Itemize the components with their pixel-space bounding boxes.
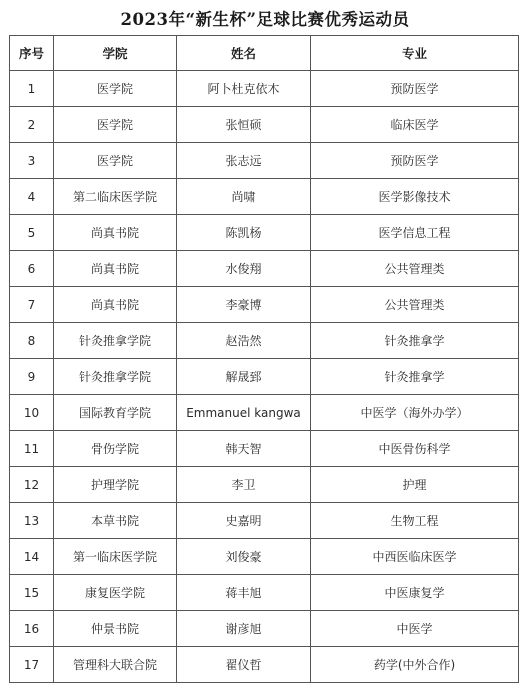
cell-index: 3	[10, 143, 54, 179]
cell-major: 药学(中外合作)	[311, 647, 519, 683]
table-row	[10, 251, 519, 287]
table-row	[10, 431, 519, 467]
cell-college: 护理学院	[54, 467, 177, 503]
cell-major: 预防医学	[311, 143, 519, 179]
cell-name: 史嘉明	[177, 503, 311, 539]
cell-name: 谢彦旭	[177, 611, 311, 647]
table-row	[10, 71, 519, 107]
table-row	[10, 215, 519, 251]
cell-college: 医学院	[54, 71, 177, 107]
cell-index: 11	[10, 431, 54, 467]
cell-college: 国际教育学院	[54, 395, 177, 431]
cell-name: Emmanuel kangwa	[177, 395, 311, 431]
cell-major: 医学影像技术	[311, 179, 519, 215]
cell-index: 10	[10, 395, 54, 431]
cell-index: 13	[10, 503, 54, 539]
header-name: 姓名	[177, 36, 311, 71]
cell-major: 中西医临床医学	[311, 539, 519, 575]
cell-index: 4	[10, 179, 54, 215]
cell-index: 9	[10, 359, 54, 395]
table-row	[10, 143, 519, 179]
cell-college: 针灸推拿学院	[54, 323, 177, 359]
cell-college: 尚真书院	[54, 215, 177, 251]
cell-name: 陈凯杨	[177, 215, 311, 251]
cell-major: 中医学	[311, 611, 519, 647]
cell-name: 李豪博	[177, 287, 311, 323]
cell-major: 医学信息工程	[311, 215, 519, 251]
table-row	[10, 395, 519, 431]
document-title: 2023年“新生杯”足球比赛优秀运动员	[120, 10, 410, 29]
cell-major: 生物工程	[311, 503, 519, 539]
table-row	[10, 611, 519, 647]
table-row	[10, 323, 519, 359]
athlete-table	[9, 35, 519, 683]
cell-index: 1	[10, 71, 54, 107]
table-row	[10, 647, 519, 683]
cell-name: 翟仪哲	[177, 647, 311, 683]
cell-college: 尚真书院	[54, 251, 177, 287]
cell-major: 护理	[311, 467, 519, 503]
cell-major: 针灸推拿学	[311, 323, 519, 359]
cell-index: 6	[10, 251, 54, 287]
cell-name: 韩天智	[177, 431, 311, 467]
cell-name: 解晟郅	[177, 359, 311, 395]
table-row	[10, 575, 519, 611]
cell-major: 中医学（海外办学）	[311, 395, 519, 431]
cell-college: 仲景书院	[54, 611, 177, 647]
cell-index: 5	[10, 215, 54, 251]
cell-college: 医学院	[54, 107, 177, 143]
cell-college: 第二临床医学院	[54, 179, 177, 215]
cell-name: 张志远	[177, 143, 311, 179]
table-header-row	[10, 36, 519, 71]
cell-index: 12	[10, 467, 54, 503]
cell-major: 公共管理类	[311, 251, 519, 287]
cell-major: 公共管理类	[311, 287, 519, 323]
cell-name: 李卫	[177, 467, 311, 503]
cell-college: 管理科大联合院	[54, 647, 177, 683]
cell-index: 2	[10, 107, 54, 143]
cell-college: 医学院	[54, 143, 177, 179]
header-college: 学院	[54, 36, 177, 71]
table-row	[10, 179, 519, 215]
cell-college: 针灸推拿学院	[54, 359, 177, 395]
cell-major: 针灸推拿学	[311, 359, 519, 395]
cell-name: 阿卜杜克依木	[177, 71, 311, 107]
cell-college: 本草书院	[54, 503, 177, 539]
cell-college: 尚真书院	[54, 287, 177, 323]
cell-name: 尚啸	[177, 179, 311, 215]
cell-name: 赵浩然	[177, 323, 311, 359]
table-row	[10, 107, 519, 143]
cell-index: 7	[10, 287, 54, 323]
cell-name: 刘俊豪	[177, 539, 311, 575]
header-index: 序号	[10, 36, 54, 71]
table-row	[10, 467, 519, 503]
cell-index: 17	[10, 647, 54, 683]
cell-college: 第一临床医学院	[54, 539, 177, 575]
cell-college: 康复医学院	[54, 575, 177, 611]
cell-major: 中医骨伤科学	[311, 431, 519, 467]
cell-index: 16	[10, 611, 54, 647]
cell-index: 14	[10, 539, 54, 575]
cell-index: 15	[10, 575, 54, 611]
cell-index: 8	[10, 323, 54, 359]
cell-major: 预防医学	[311, 71, 519, 107]
cell-major: 中医康复学	[311, 575, 519, 611]
table-row	[10, 539, 519, 575]
cell-name: 张恒硕	[177, 107, 311, 143]
cell-college: 骨伤学院	[54, 431, 177, 467]
cell-name: 水俊翔	[177, 251, 311, 287]
table-row	[10, 503, 519, 539]
table-row	[10, 287, 519, 323]
table-body	[10, 71, 519, 683]
table-row	[10, 359, 519, 395]
cell-name: 蒋丰旭	[177, 575, 311, 611]
cell-major: 临床医学	[311, 107, 519, 143]
header-major: 专业	[311, 36, 519, 71]
